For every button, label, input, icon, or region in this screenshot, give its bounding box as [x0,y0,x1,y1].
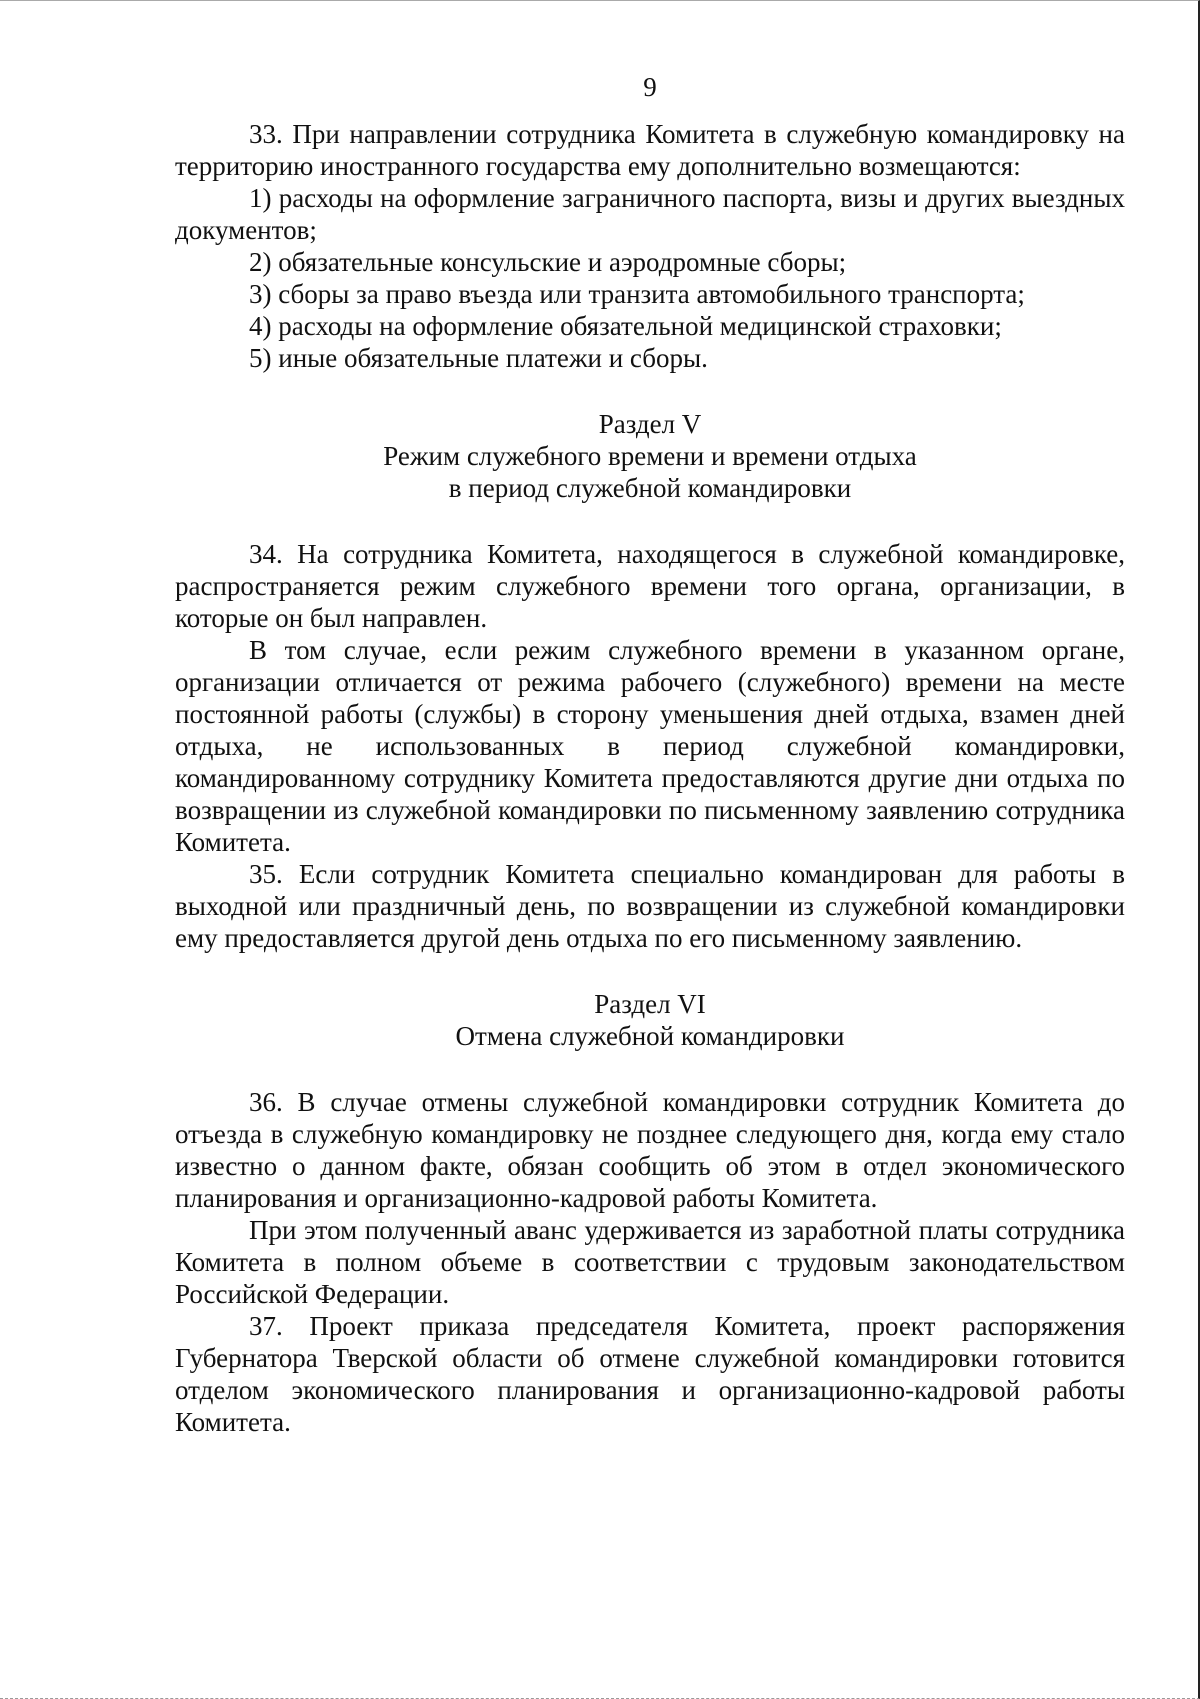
list-item-33-1: 1) расходы на оформление заграничного паспорта, визы и других выездных документов; [175,183,1125,245]
list-item-33-2: 2) обязательные консульские и аэродромные сборы; [249,247,847,277]
paragraph-37: 37. Проект приказа председателя Комитета, проект распоряжения Губернатора Тверской области об отмене служебной командировки готовится отделом экономического планирования и организационно-кадровой работы Комитета. [175,1311,1125,1437]
paragraph-35: 35. Если сотрудник Комитета специально командирован для работы в выходной или праздничный день, по возвращении из служебной командировки ему предоставляется другой день отдыха по его письменному заявлению. [175,859,1125,953]
section-v-heading [175,408,1125,504]
section-v-title-line2: в период служебной командировки [448,473,852,503]
document-body [175,118,1125,1438]
section-vi-label: Раздел VI [594,989,706,1019]
section-v-title-line1: Режим служебного времени и времени отдыха [383,441,917,471]
section-vi-title-line1: Отмена служебной командировки [455,1021,845,1051]
paragraph-36: 36. В случае отмены служебной командировки сотрудник Комитета до отъезда в служебную командировку не позднее следующего дня, когда ему стало известно о данном факте, обязан сообщить об этом в отдел экономического планирования и организационно-кадровой работы Комитета. [175,1087,1125,1213]
list-item-33-4: 4) расходы на оформление обязательной медицинской страховки; [249,311,1002,341]
list-item-33-5: 5) иные обязательные платежи и сборы. [249,343,708,373]
paragraph-34: 34. На сотрудника Комитета, находящегося в служебной командировке, распространяется режим служебного времени того органа, организации, в которые он был направлен. [175,539,1125,633]
section-vi-heading [175,988,1125,1052]
page-number: 9 [643,72,657,102]
section-v-label: Раздел V [598,409,702,439]
paragraph-33: 33. При направлении сотрудника Комитета в служебную командировку на территорию иностранного государства ему дополнительно возмещаются: [175,119,1125,181]
list-item-33-3: 3) сборы за право въезда или транзита автомобильного транспорта; [249,279,1025,309]
paragraph-36-2: При этом полученный аванс удерживается из заработной платы сотрудника Комитета в полном объеме в соответствии с трудовым законодательством Российской Федерации. [175,1215,1125,1309]
paragraph-34-2: В том случае, если режим служебного времени в указанном органе, организации отличается от режима рабочего (служебного) времени на месте постоянной работы (службы) в сторону уменьшения дней отдыха, взамен дней отдыха, не использованных в период служебной командировки, командированному сотруднику Комитета предоставляются другие дни отдыха по возвращении из служебной командировки по письменному заявлению сотрудника Комитета. [175,635,1125,857]
